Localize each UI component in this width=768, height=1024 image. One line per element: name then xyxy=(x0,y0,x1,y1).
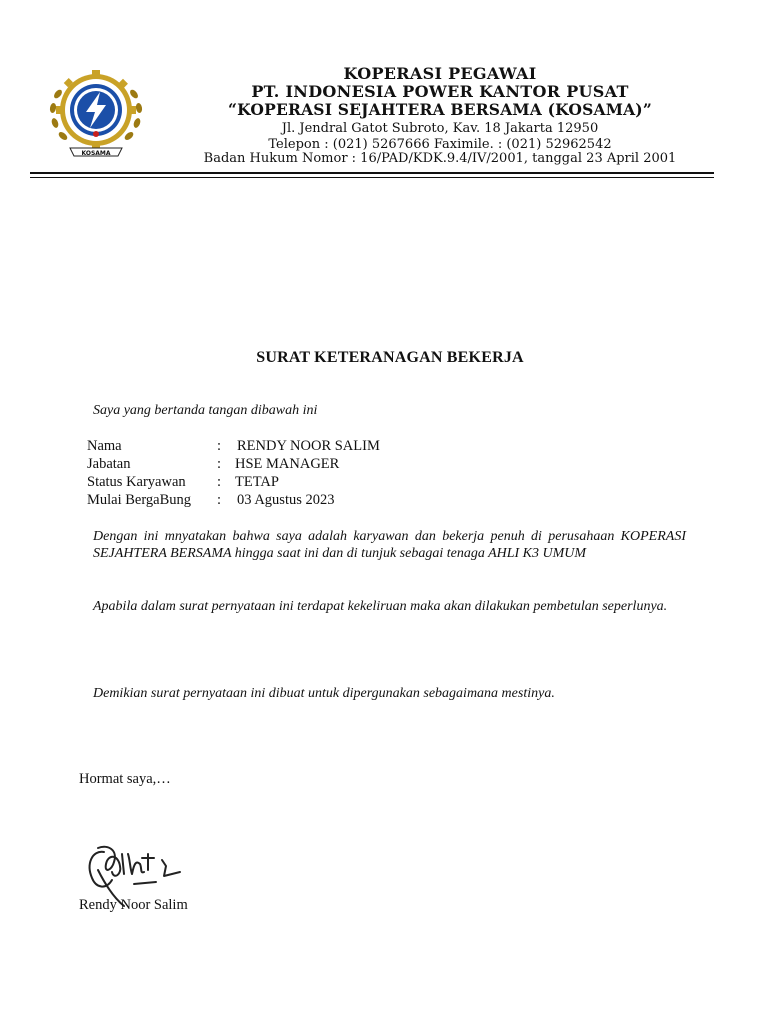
intro-text: Saya yang bertanda tangan dibawah ini xyxy=(93,403,318,418)
closing-salutation: Hormat saya,… xyxy=(79,771,171,787)
detail-colon: : xyxy=(217,492,222,508)
detail-value: HSE MANAGER xyxy=(235,456,340,472)
document-title: SURAT KETERANAGAN BEKERJA xyxy=(256,349,524,366)
letterhead-line-1: KOPERASI PEGAWAI xyxy=(343,64,537,83)
logo-banner-text: KOSAMA xyxy=(81,150,111,157)
letterhead-divider-thin xyxy=(30,177,714,178)
closing-paragraph: Demikian surat pernyataan ini dibuat untuk dipergunakan sebagaimana mestinya. xyxy=(93,686,555,701)
signer-name: Rendy Noor Salim xyxy=(79,897,188,913)
detail-label: Status Karyawan xyxy=(87,474,186,490)
letterhead-legal: Badan Hukum Nomor : 16/PAD/KDK.9.4/IV/2001, tanggal 23 April 2001 xyxy=(203,151,677,166)
detail-label: Nama xyxy=(87,438,122,454)
detail-value: RENDY NOOR SALIM xyxy=(237,438,380,454)
statement-paragraph: Dengan ini mnyatakan bahwa saya adalah karyawan dan bekerja penuh di perusahaan KOPERASI SEJAHTERA BERSAMA hingga saat ini dan di tunjuk sebagai tenaga AHLI K3 UMUM xyxy=(93,529,686,561)
letterhead-line-3: “KOPERASI SEJAHTERA BERSAMA (KOSAMA)” xyxy=(228,100,652,119)
detail-label: Jabatan xyxy=(87,456,131,472)
letterhead-divider xyxy=(30,172,714,174)
detail-colon: : xyxy=(217,474,222,490)
letterhead-address: Jl. Jendral Gatot Subroto, Kav. 18 Jakarta 12950 xyxy=(281,121,599,136)
letterhead-phone: Telepon : (021) 5267666 Faximile. : (021) 52962542 xyxy=(268,137,612,152)
detail-value: TETAP xyxy=(235,474,279,490)
detail-colon: : xyxy=(217,456,222,472)
detail-colon: : xyxy=(217,438,222,454)
correction-paragraph: Apabila dalam surat pernyataan ini terdapat kekeliruan maka akan dilakukan pembetulan seperlunya. xyxy=(93,599,668,614)
letterhead-line-2: PT. INDONESIA POWER KANTOR PUSAT xyxy=(251,82,629,101)
detail-value: 03 Agustus 2023 xyxy=(237,492,335,508)
detail-label: Mulai BergaBung xyxy=(87,492,192,508)
